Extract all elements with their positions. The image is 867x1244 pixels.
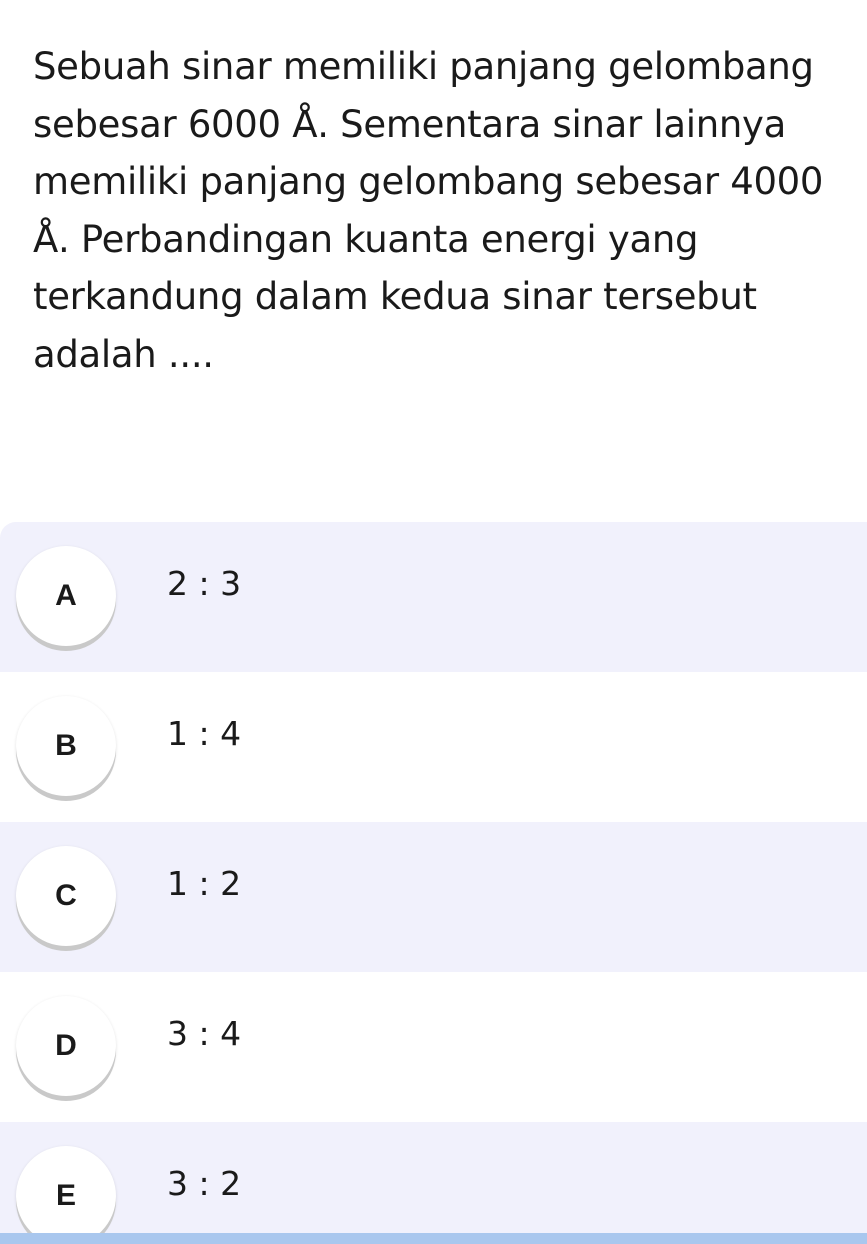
option-answer: 3 : 2 xyxy=(167,1164,242,1203)
option-answer: 1 : 2 xyxy=(167,864,242,903)
option-answer: 3 : 4 xyxy=(167,1014,242,1053)
bottom-bar xyxy=(0,1233,867,1244)
answer-options xyxy=(0,522,867,1236)
option-c[interactable] xyxy=(0,822,867,972)
option-letter-badge: D xyxy=(16,996,116,1096)
option-letter-badge: A xyxy=(16,546,116,646)
option-e[interactable] xyxy=(0,1122,867,1236)
option-letter-badge: B xyxy=(16,696,116,796)
option-a[interactable] xyxy=(0,522,867,672)
question-text: Sebuah sinar memiliki panjang gelombang sebesar 6000 Å. Sementara sinar lainnya memiliki panjang gelombang sebesar 4000 Å. Perbandingan kuanta energi yang terkandung dalam kedua sinar tersebut adalah .... xyxy=(33,45,824,376)
option-letter-badge: E xyxy=(16,1146,116,1236)
option-b[interactable] xyxy=(0,672,867,822)
option-answer: 2 : 3 xyxy=(167,564,242,603)
option-d[interactable] xyxy=(0,972,867,1122)
option-letter-badge: C xyxy=(16,846,116,946)
option-answer: 1 : 4 xyxy=(167,714,242,753)
